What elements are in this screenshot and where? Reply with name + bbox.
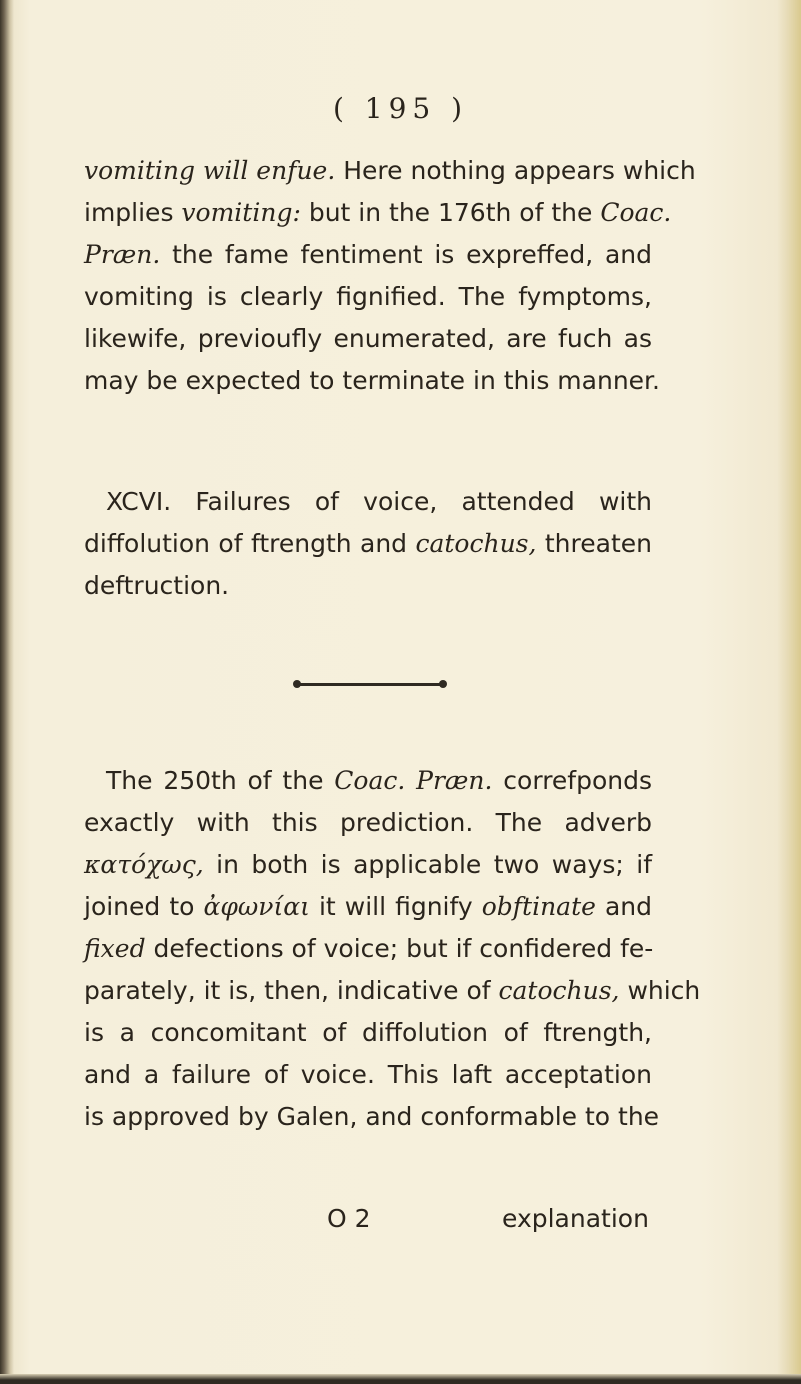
text-line: is approved by Galen, and conformable to the (84, 1102, 660, 1131)
signature-mark: O 2 (327, 1204, 371, 1233)
text-line: may be expected to terminate in this manner. (84, 366, 660, 395)
text-line: joined to ἀφωνίαι it will fignify obftinate and (84, 892, 652, 921)
paragraph-xcvi (84, 481, 652, 607)
paragraph-1 (84, 150, 696, 402)
text-line: The 250th of the Coac. Præn. correfponds (106, 766, 653, 795)
text-line: and a failure of voice. This laft acceptation (84, 1060, 652, 1089)
text-line: XCVI. Failures of voice, attended with (106, 487, 652, 516)
text-line: likewife, previoufly enumerated, are fuch as (84, 324, 652, 353)
text-line: fixed defections of voice; but if confidered fe- (84, 934, 654, 963)
paragraph-commentary (84, 760, 701, 1138)
text-line: diffolution of ftrength and catochus, threaten (84, 529, 652, 558)
catchword: explanation (502, 1204, 649, 1233)
text-line: κατόχως, in both is applicable two ways; if (84, 850, 652, 879)
binding-gutter (0, 0, 14, 1384)
text-line: parately, it is, then, indicative of catochus, which (84, 976, 701, 1005)
section-separator-rule (297, 683, 443, 686)
page-number-header: ( 195 ) (332, 92, 469, 125)
text-line: vomiting will enfue. Here nothing appears which (84, 156, 696, 185)
text-line: vomiting is clearly fignified. The fymptoms, (84, 282, 652, 311)
text-line: deftruction. (84, 571, 230, 600)
text-line: exactly with this prediction. The adverb (84, 808, 652, 837)
text-line: Præn. the fame fentiment is expreffed, and (84, 240, 652, 269)
text-line: is a concomitant of diffolution of ftrength, (84, 1018, 652, 1047)
text-line: implies vomiting: but in the 176th of the Coac. (84, 198, 672, 227)
page-bottom-edge (0, 1374, 801, 1384)
page-footer (0, 1204, 801, 1246)
page-edge (777, 0, 801, 1384)
